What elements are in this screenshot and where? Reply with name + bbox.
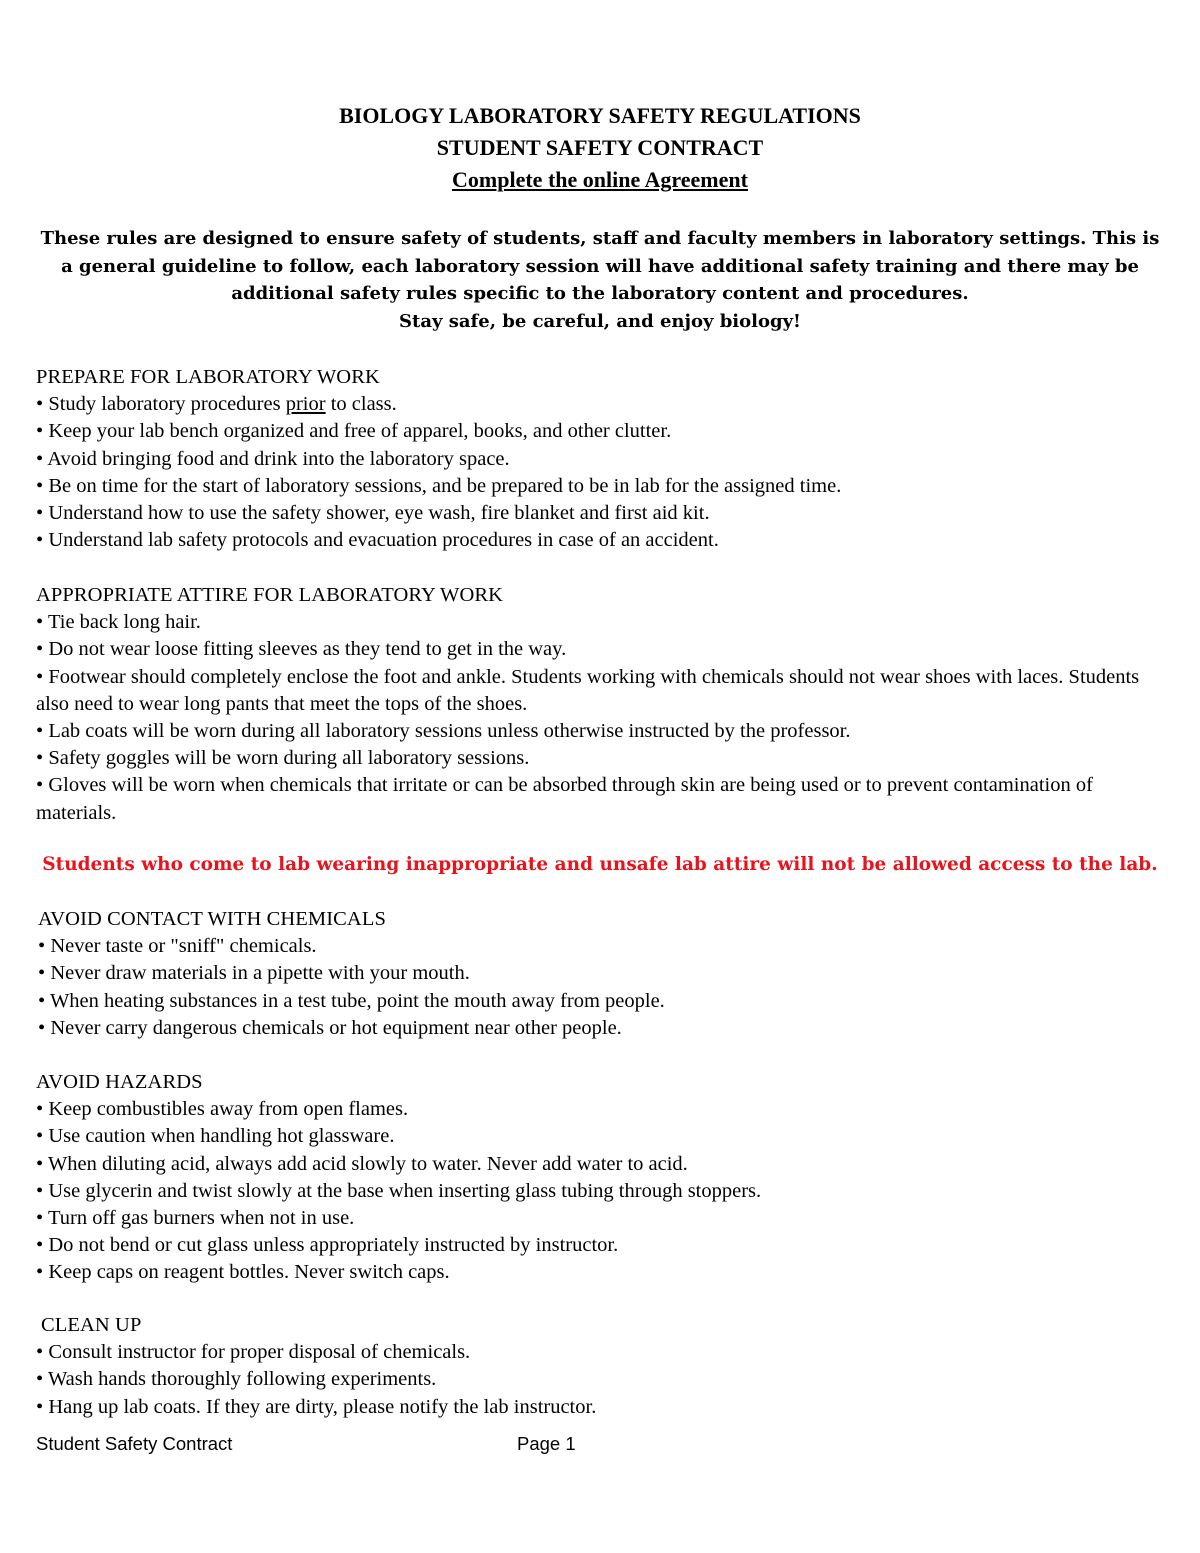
bullet-list: [36, 391, 1166, 554]
footer-page-number: Page 1: [517, 1433, 576, 1454]
section-attire: [36, 582, 1166, 827]
list-item: [38, 988, 1168, 1015]
bullet-glyph: •: [36, 1125, 44, 1148]
list-item: [36, 1151, 1166, 1178]
list-item: [36, 745, 1166, 772]
bullet-list: [38, 933, 1168, 1042]
intro-paragraph: [36, 225, 1164, 335]
list-item: [36, 1232, 1166, 1259]
list-item-text: Lab coats will be worn during all laboratory sessions unless otherwise instructed by the professor.: [48, 720, 851, 743]
list-item-text: Use glycerin and twist slowly at the base when inserting glass tubing through stoppers.: [48, 1179, 762, 1202]
bullet-glyph: •: [38, 935, 46, 958]
list-item-text: Consult instructor for proper disposal of chemicals.: [48, 1341, 471, 1364]
list-item: [36, 527, 1166, 554]
list-item: [36, 1366, 1166, 1393]
list-item-text: Study laboratory procedures: [48, 393, 286, 416]
list-item: [38, 933, 1168, 960]
list-item: [36, 446, 1166, 473]
list-item-text: Do not wear loose fitting sleeves as they tend to get in the way.: [48, 638, 567, 661]
bullet-glyph: •: [38, 1016, 46, 1039]
list-item: [36, 500, 1166, 527]
list-item: [36, 1178, 1166, 1205]
list-item: [36, 718, 1166, 745]
section-chemicals: [38, 906, 1168, 1042]
list-item-text: Never carry dangerous chemicals or hot equipment near other people.: [50, 1016, 622, 1039]
list-item-text: Tie back long hair.: [47, 611, 201, 634]
list-item-text: to class.: [325, 393, 397, 416]
bullet-glyph: •: [36, 393, 44, 416]
list-item: [36, 664, 1166, 718]
list-item-text: Turn off gas burners when not in use.: [47, 1207, 355, 1230]
bullet-glyph: •: [36, 1395, 44, 1418]
intro-text: These rules are designed to ensure safety of students, staff and faculty members in laboratory settings. This is a general guideline to follow, each laboratory session will have additional safety training and there may be additional safety rules specific to the laboratory content and procedures.: [40, 228, 1160, 304]
section-heading: AVOID HAZARDS: [36, 1071, 203, 1093]
section-heading: APPROPRIATE ATTIRE FOR LABORATORY WORK: [36, 584, 504, 606]
section-hazards: [36, 1069, 1166, 1287]
bullet-glyph: •: [36, 747, 44, 770]
attire-warning: Students who come to lab wearing inappropriate and unsafe lab attire will not be allowed access to the lab.: [42, 854, 1158, 875]
list-item-text: Never taste or "sniff" chemicals.: [50, 935, 317, 958]
bullet-list: [36, 1096, 1166, 1286]
list-item-text: Understand how to use the safety shower, eye wash, fire blanket and first aid kit.: [48, 502, 710, 525]
list-item-text: Keep combustibles away from open flames.: [48, 1098, 409, 1121]
bullet-glyph: •: [36, 447, 44, 470]
document-title: BIOLOGY LABORATORY SAFETY REGULATIONS: [339, 103, 861, 128]
bullet-glyph: •: [38, 989, 46, 1012]
bullet-glyph: •: [36, 1098, 44, 1121]
bullet-glyph: •: [36, 720, 44, 743]
section-heading: AVOID CONTACT WITH CHEMICALS: [38, 908, 386, 930]
bullet-glyph: •: [36, 638, 44, 661]
bullet-glyph: •: [36, 474, 44, 497]
list-item: [36, 1259, 1166, 1286]
bullet-glyph: •: [36, 1234, 44, 1257]
section-heading: PREPARE FOR LABORATORY WORK: [36, 366, 380, 388]
list-item-text: Never draw materials in a pipette with your mouth.: [50, 962, 470, 985]
list-item-text: Keep your lab bench organized and free of apparel, books, and other clutter.: [48, 420, 672, 443]
list-item: [36, 1339, 1166, 1366]
list-item-text: Keep caps on reagent bottles. Never switch caps.: [48, 1261, 450, 1284]
list-item-text: Footwear should completely enclose the foot and ankle. Students working with chemicals should not wear shoes with laces. Students also need to wear long pants that meet the tops of the shoes.: [36, 665, 1140, 715]
bullet-glyph: •: [36, 1261, 44, 1284]
emphasis-text: prior: [285, 393, 326, 416]
section-cleanup: [36, 1312, 1166, 1421]
bullet-list: [36, 1339, 1166, 1421]
bullet-glyph: •: [36, 529, 44, 552]
list-item: [38, 960, 1168, 987]
list-item: [36, 1123, 1166, 1150]
bullet-glyph: •: [38, 962, 46, 985]
bullet-list: [36, 609, 1166, 827]
bullet-glyph: •: [36, 1341, 44, 1364]
list-item: [36, 391, 1166, 418]
bullet-glyph: •: [36, 1207, 44, 1230]
list-item-text: When diluting acid, always add acid slowly to water. Never add water to acid.: [47, 1152, 688, 1175]
bullet-glyph: •: [36, 1179, 44, 1202]
list-item: [36, 772, 1166, 826]
section-heading: CLEAN UP: [41, 1314, 142, 1336]
list-item-text: Wash hands thoroughly following experiments.: [47, 1368, 437, 1391]
list-item: [38, 1015, 1168, 1042]
list-item: [36, 1096, 1166, 1123]
bullet-glyph: •: [36, 1152, 44, 1175]
bullet-glyph: •: [36, 502, 44, 525]
list-item-text: Gloves will be worn when chemicals that irritate or can be absorbed through skin are being used or to prevent contamination of materials.: [36, 774, 1093, 824]
list-item-text: When heating substances in a test tube, point the mouth away from people.: [49, 989, 665, 1012]
document-header: [0, 100, 1200, 196]
intro-tagline: Stay safe, be careful, and enjoy biology!: [399, 310, 801, 332]
list-item: [36, 418, 1166, 445]
bullet-glyph: •: [36, 774, 44, 797]
list-item-text: Understand lab safety protocols and evacuation procedures in case of an accident.: [48, 529, 719, 552]
online-agreement-link[interactable]: Complete the online Agreement: [452, 167, 748, 192]
list-item-text: Use caution when handling hot glassware.: [48, 1125, 395, 1148]
list-item-text: Safety goggles will be worn during all laboratory sessions.: [48, 747, 530, 770]
section-prepare: [36, 364, 1166, 554]
list-item: [36, 1394, 1166, 1421]
list-item: [36, 609, 1166, 636]
bullet-glyph: •: [36, 665, 44, 688]
list-item: [36, 473, 1166, 500]
bullet-glyph: •: [36, 420, 44, 443]
bullet-glyph: •: [36, 1368, 44, 1391]
list-item-text: Do not bend or cut glass unless appropriately instructed by instructor.: [48, 1234, 619, 1257]
list-item-text: Hang up lab coats. If they are dirty, please notify the lab instructor.: [48, 1395, 597, 1418]
list-item-text: Avoid bringing food and drink into the laboratory space.: [47, 447, 510, 470]
list-item-text: Be on time for the start of laboratory sessions, and be prepared to be in lab for the assigned time.: [48, 474, 842, 497]
bullet-glyph: •: [36, 611, 44, 634]
list-item: [36, 1205, 1166, 1232]
list-item: [36, 636, 1166, 663]
document-subtitle: STUDENT SAFETY CONTRACT: [436, 135, 764, 160]
footer-document-name: Student Safety Contract: [36, 1433, 233, 1454]
